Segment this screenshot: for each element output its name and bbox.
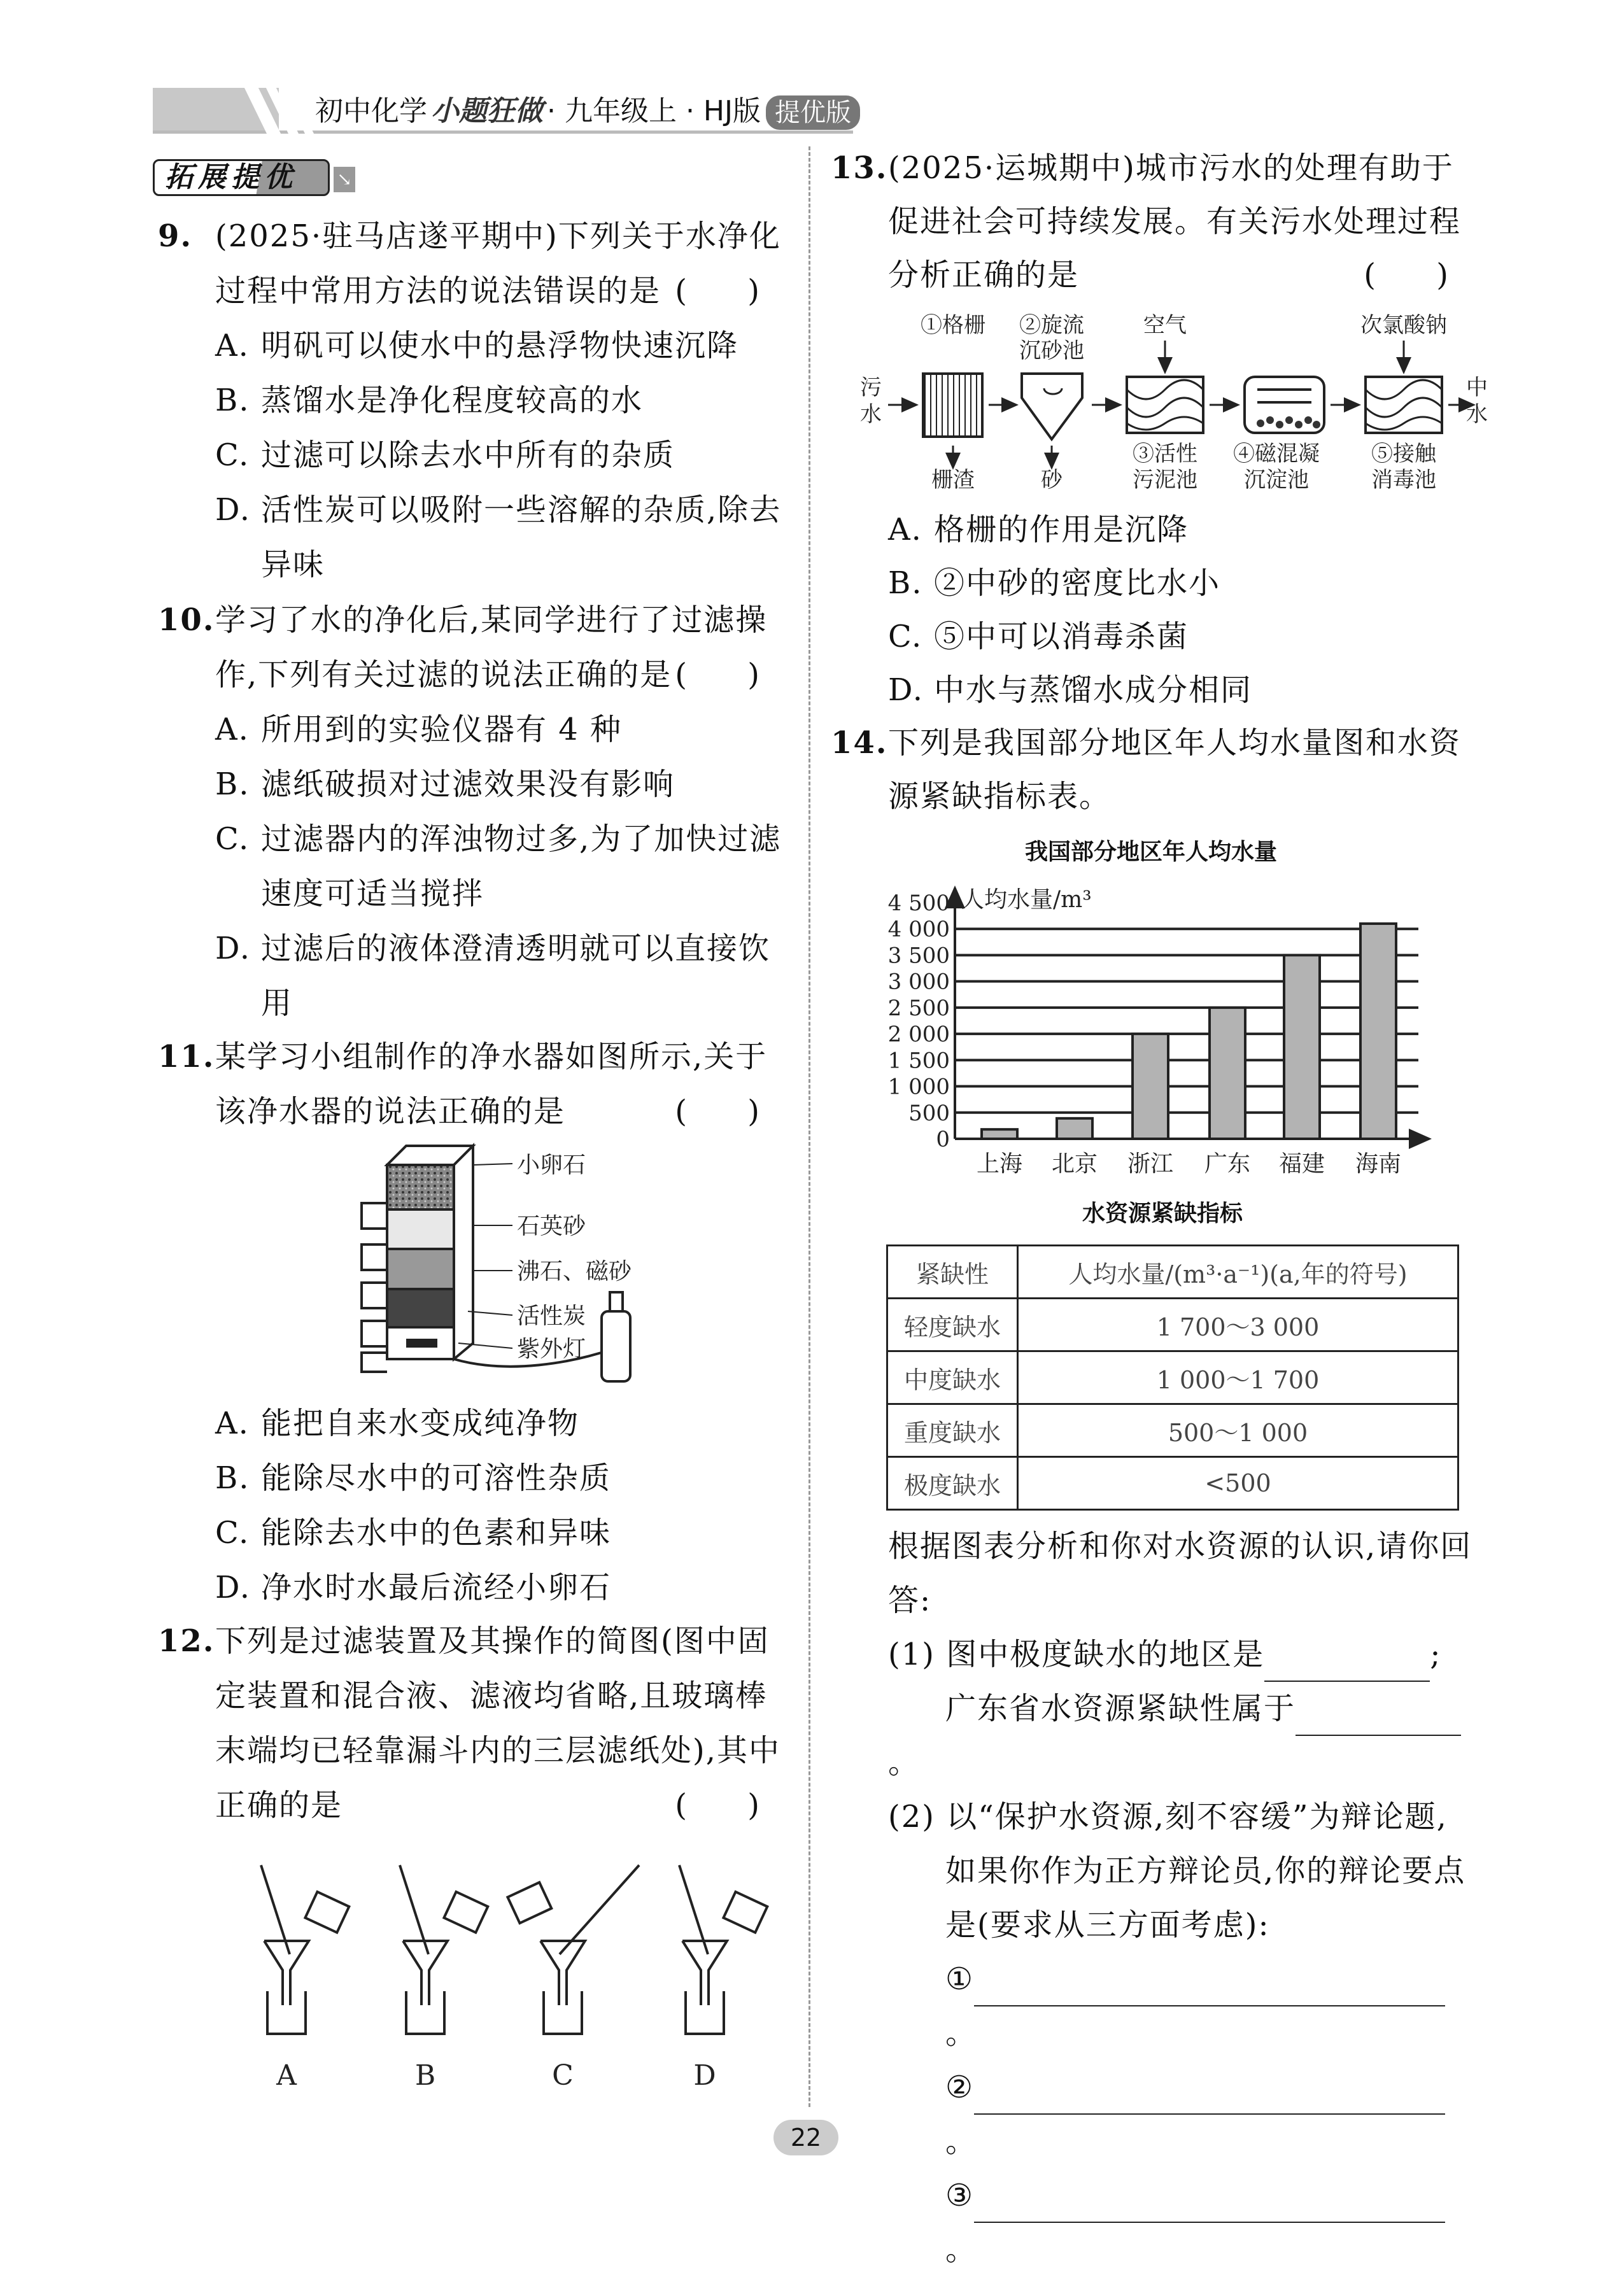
- stage-label: ④磁混凝: [1233, 441, 1320, 467]
- answer-blank[interactable]: [974, 1968, 1445, 2006]
- option-figure-label: A: [276, 2059, 297, 2092]
- option-text: 所用到的实验仪器有 4 种: [261, 712, 623, 747]
- water-range-cell: 1 000～1 700: [1018, 1351, 1458, 1404]
- question-13: [831, 141, 1474, 302]
- table-row: [887, 1351, 1458, 1404]
- sub-question-2: (2) 以“保护水资源,刻不容缓”为辩论题,如果你作为正方辩论员,你的辩论要点是(要求从三方面考虑):: [888, 1799, 1466, 1943]
- point-marker: ②: [945, 2069, 975, 2105]
- x-tick-label: 北京: [1051, 1151, 1098, 1177]
- stage-label: ③活性: [1133, 441, 1197, 467]
- option-c: [158, 812, 785, 921]
- flow-input-label: 水: [860, 402, 882, 427]
- input-label: 空气: [1143, 313, 1187, 338]
- option-figure-label: C: [552, 2059, 574, 2092]
- y-tick-label: 4 500: [887, 891, 950, 916]
- brand-logo: 小题狂做: [431, 95, 543, 127]
- option-d: [158, 483, 785, 592]
- stage-label: 污泥池: [1133, 467, 1197, 493]
- table-row: [887, 1404, 1458, 1457]
- question-9: [158, 209, 785, 592]
- x-tick-label: 上海: [976, 1151, 1023, 1177]
- table-row: [887, 1299, 1458, 1351]
- scarcity-level-cell: 重度缺水: [887, 1404, 1018, 1457]
- question-11: [158, 1029, 785, 1139]
- question-12: [158, 1614, 785, 1833]
- section-tag: 拓展提优: [153, 159, 330, 196]
- y-tick-label: 500: [908, 1100, 950, 1126]
- stage-label: ①格栅: [921, 313, 985, 338]
- option-label: D.: [888, 672, 924, 708]
- layer-label: 沸石、磁砂: [517, 1258, 632, 1285]
- option-text: 中水与蒸馏水成分相同: [934, 672, 1253, 708]
- scarcity-table: [886, 1244, 1459, 1511]
- option-b: [831, 556, 1474, 610]
- punct: 。: [945, 2232, 978, 2267]
- bar-海南: [1360, 924, 1396, 1139]
- option-text: 能把自来水变成纯净物: [261, 1406, 580, 1441]
- water-range-cell: <500: [1018, 1457, 1458, 1510]
- y-tick-label: 2 500: [887, 995, 950, 1021]
- book-title: [315, 89, 860, 134]
- answer-blank[interactable]: [1296, 1698, 1461, 1736]
- question-number: 10.: [158, 602, 215, 638]
- question-10: [158, 593, 785, 1031]
- layer-label: 小卵石: [517, 1152, 586, 1178]
- answer-paren: ( ): [675, 273, 785, 309]
- option-c: [158, 428, 785, 483]
- bar-广东: [1210, 1008, 1245, 1139]
- option-b: [158, 373, 785, 428]
- bar-浙江: [1133, 1034, 1168, 1139]
- option-label: B.: [215, 383, 250, 418]
- bar-chart: [888, 887, 1429, 1177]
- option-b: [158, 1451, 785, 1505]
- point-3: [831, 2169, 1474, 2277]
- answer-blank[interactable]: [974, 2076, 1445, 2115]
- input-label: 次氯酸钠: [1360, 313, 1447, 338]
- filtration-setup: [679, 1865, 767, 2034]
- y-tick-label: 0: [936, 1127, 950, 1152]
- scarcity-level-cell: 轻度缺水: [887, 1299, 1018, 1351]
- option-label: D.: [215, 1570, 251, 1605]
- option-c: [831, 610, 1474, 663]
- water-range-cell: 1 700～3 000: [1018, 1299, 1458, 1351]
- bar-福建: [1284, 955, 1320, 1139]
- stage-label: 消毒池: [1371, 467, 1436, 493]
- question-stem: 某学习小组制作的净水器如图所示,关于该净水器的说法正确的是: [215, 1039, 768, 1129]
- question-stem: (2025·驻马店遂平期中)下列关于水净化过程中常用方法的说法错误的是: [215, 218, 781, 309]
- y-tick-label: 4 000: [887, 917, 950, 943]
- y-axis-label: 人均水量/m³: [961, 887, 1092, 913]
- flow-output-label: 中: [1466, 375, 1488, 400]
- option-text: 过滤后的液体澄清透明就可以直接饮用: [261, 931, 771, 1021]
- option-label: B.: [215, 766, 250, 802]
- y-tick-label: 3 000: [887, 969, 950, 995]
- option-label: C.: [888, 619, 923, 654]
- point-2: [831, 2061, 1474, 2169]
- page-number: 22: [773, 2120, 838, 2155]
- option-label: A.: [888, 512, 922, 547]
- arrow-icon: ↘: [334, 167, 355, 192]
- question-number: 12.: [158, 1623, 215, 1659]
- option-d: [158, 1560, 785, 1615]
- option-label: B.: [215, 1460, 250, 1496]
- stage-label: ②旋流: [1019, 313, 1084, 338]
- option-text: 净水时水最后流经小卵石: [261, 1570, 612, 1605]
- question-number: 13.: [831, 150, 888, 186]
- filtration-figures: [261, 1865, 767, 2092]
- filtration-setup: [261, 1865, 349, 2034]
- sub-question-text: (1) 图中极度缺水的地区是: [888, 1637, 1265, 1672]
- option-label: A.: [215, 328, 250, 363]
- option-text: 明矾可以使水中的悬浮物快速沉降: [261, 328, 739, 363]
- punct: 。: [945, 2015, 978, 2051]
- answer-paren: ( ): [1364, 257, 1474, 293]
- bar-北京: [1057, 1118, 1092, 1139]
- scarcity-level-cell: 极度缺水: [887, 1457, 1018, 1510]
- option-text: 能除去水中的色素和异味: [261, 1515, 612, 1551]
- option-text: 蒸馏水是净化程度较高的水: [261, 383, 644, 418]
- option-d: [831, 663, 1474, 717]
- prompt-text: 根据图表分析和你对水资源的认识,请你回答:: [888, 1528, 1472, 1618]
- option-text: 过滤器内的浑浊物过多,为了加快过滤速度可适当搅拌: [261, 821, 782, 912]
- x-tick-label: 福建: [1278, 1151, 1325, 1177]
- water-purifier-figure: [362, 1146, 630, 1381]
- option-text: 能除尽水中的可溶性杂质: [261, 1460, 612, 1496]
- table-header: 紧缺性: [887, 1246, 1018, 1299]
- layer-label: 紫外灯: [517, 1336, 586, 1362]
- option-text: 格栅的作用是沉降: [934, 512, 1189, 547]
- question-stem: 学习了水的净化后,某同学进行了过滤操作,下列有关过滤的说法正确的是: [215, 602, 768, 693]
- stage-label: 沉淀池: [1244, 467, 1309, 493]
- subject: 初中化学: [315, 95, 427, 127]
- option-figure-label: D: [693, 2059, 716, 2092]
- option-label: C.: [215, 821, 250, 857]
- answer-blank[interactable]: [1264, 1644, 1430, 1682]
- y-tick-label: 3 500: [887, 943, 950, 969]
- column-divider: [808, 146, 810, 2107]
- x-tick-label: 浙江: [1127, 1151, 1174, 1177]
- layer-label: 活性炭: [517, 1303, 586, 1329]
- option-label: B.: [888, 565, 923, 601]
- scarcity-level-cell: 中度缺水: [887, 1351, 1018, 1404]
- option-label: A.: [215, 1406, 250, 1441]
- point-marker: ③: [945, 2178, 975, 2213]
- question-stem: 下列是我国部分地区年人均水量图和水资源紧缺指标表。: [888, 725, 1462, 814]
- y-tick-label: 1 000: [887, 1074, 950, 1100]
- answer-blank[interactable]: [974, 2185, 1445, 2223]
- table-row: [887, 1457, 1458, 1510]
- output-label: 栅渣: [931, 467, 975, 493]
- question-14: [831, 716, 1474, 823]
- flow-input-label: 污: [860, 375, 882, 400]
- question-stem: (2025·运城期中)城市污水的处理有助于促进社会可持续发展。有关污水处理过程分析正确的是: [888, 150, 1462, 293]
- punct: 。: [945, 2124, 978, 2159]
- layer-label: 石英砂: [517, 1213, 586, 1239]
- option-label: A.: [215, 712, 250, 747]
- option-a: [158, 1396, 785, 1451]
- sewage-flow-diagram: [888, 341, 1474, 468]
- x-tick-label: 广东: [1204, 1151, 1251, 1177]
- question-14-answer: [831, 1519, 1474, 2277]
- table-header: 人均水量/(m³·a⁻¹)(a,年的符号): [1018, 1246, 1458, 1299]
- chart-title: 我国部分地区年人均水量: [1025, 839, 1278, 865]
- filtration-setup: [507, 1865, 639, 2034]
- answer-paren: ( ): [675, 1094, 785, 1129]
- output-label: 砂: [1041, 467, 1063, 493]
- option-label: D.: [215, 492, 251, 528]
- question-number: 11.: [158, 1039, 215, 1075]
- option-c: [158, 1505, 785, 1560]
- table-title: 水资源紧缺指标: [1082, 1201, 1243, 1227]
- option-text: ②中砂的密度比水小: [934, 565, 1221, 601]
- sub-question-text: 广东省水资源紧缺性属于: [945, 1691, 1296, 1726]
- question-number: 9.: [158, 218, 193, 254]
- question-11-options: [158, 1396, 785, 1615]
- grade-info: · 九年级上 · HJ版: [547, 95, 761, 127]
- question-stem: 下列是过滤装置及其操作的简图(图中固定装置和混合液、滤液均省略,且玻璃棒末端均已轻靠漏斗内的三层滤纸处),其中正确的是: [215, 1623, 780, 1823]
- point-marker: ①: [945, 1961, 975, 1997]
- option-label: D.: [215, 931, 251, 966]
- option-a: [158, 702, 785, 757]
- option-d: [158, 921, 785, 1031]
- water-range-cell: 500～1 000: [1018, 1404, 1458, 1457]
- option-label: C.: [215, 437, 250, 473]
- option-a: [158, 318, 785, 373]
- option-label: C.: [215, 1515, 250, 1551]
- y-tick-label: 2 000: [887, 1022, 950, 1048]
- punct: 。: [888, 1745, 921, 1780]
- punct: ;: [1430, 1637, 1442, 1672]
- flow-output-label: 水: [1466, 402, 1488, 427]
- question-number: 14.: [831, 725, 888, 761]
- option-text: ⑤中可以消毒杀菌: [934, 619, 1189, 654]
- answer-paren: ( ): [675, 1787, 785, 1823]
- question-13-options: [831, 503, 1474, 717]
- x-tick-label: 海南: [1355, 1151, 1402, 1177]
- bar-上海: [982, 1129, 1017, 1139]
- option-text: 过滤可以除去水中所有的杂质: [261, 437, 675, 473]
- option-text: 活性炭可以吸附一些溶解的杂质,除去异味: [261, 492, 782, 582]
- filtration-setup: [400, 1865, 488, 2034]
- sub-question-1: [831, 1628, 1474, 1790]
- option-text: 滤纸破损对过滤效果没有影响: [261, 766, 675, 802]
- stage-label: 沉砂池: [1019, 338, 1084, 363]
- edition-badge: 提优版: [766, 95, 860, 130]
- option-b: [158, 757, 785, 812]
- point-1: [831, 1952, 1474, 2061]
- y-tick-label: 1 500: [887, 1048, 950, 1074]
- option-a: [831, 503, 1474, 556]
- stage-label: ⑤接触: [1371, 441, 1436, 467]
- option-figure-label: B: [414, 2059, 436, 2092]
- answer-paren: ( ): [675, 657, 785, 693]
